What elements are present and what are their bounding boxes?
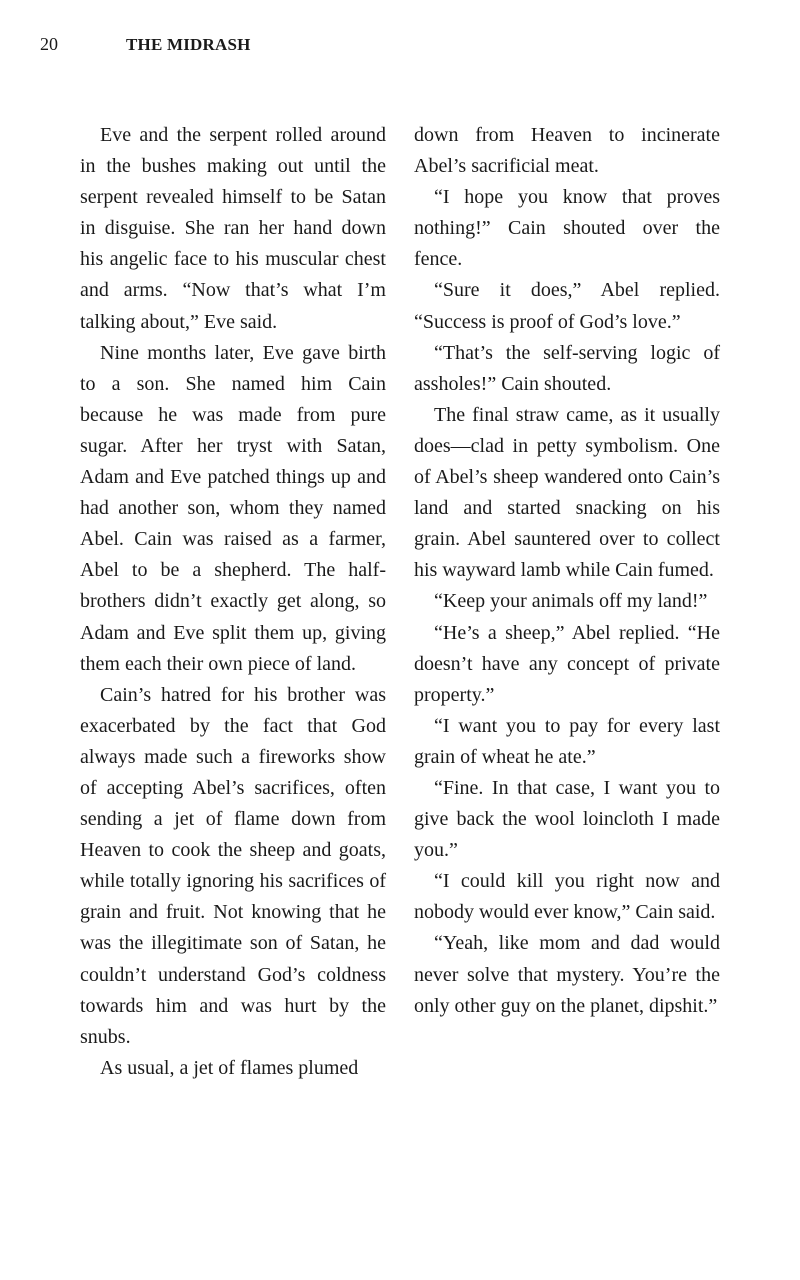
running-header <box>40 34 251 58</box>
paragraph: “I want you to pay for every last grain of wheat he ate.” <box>414 714 720 768</box>
paragraph: “Keep your animals off my land!” <box>434 590 708 613</box>
paragraph: “I hope you know that proves nothing!” Cain shouted over the fence. <box>414 186 720 271</box>
paragraph: Nine months later, Eve gave birth to a son. She named him Cain because he was made from pure sugar. After her tryst with Satan, Adam and Eve patched things up and had another son, whom they named Abel. Cain was raised as a farmer, Abel to be a shepherd. The half-brothers didn’t exactly get along, so Adam and Eve split them up, giving them each their own piece of land. <box>80 341 386 675</box>
right-column <box>414 120 720 1022</box>
paragraph: As usual, a jet of flames plumed <box>100 1056 359 1079</box>
paragraph: “I could kill you right now and nobody would ever know,” Cain said. <box>414 870 720 924</box>
paragraph: Eve and the serpent rolled around in the bushes making out until the serpent revealed himself to be Satan in disguise. She ran her hand down his angelic face to his muscular chest and arms. “Now that’s what I’m talking about,” Eve said. <box>80 124 386 333</box>
paragraph-continuation: down from Heaven to incinerate Abel’s sacrificial meat. <box>414 124 720 178</box>
paragraph: Cain’s hatred for his brother was exacerbated by the fact that God always made such a fireworks show of accepting Abel’s sacrifices, often sending a jet of flame down from Heaven to cook the sheep and goats, while totally ignoring his sacrifices of grain and fruit. Not knowing that he was the illegitimate son of Satan, he couldn’t understand God’s coldness towards him and was hurt by the snubs. <box>80 683 386 1048</box>
page-number: 20 <box>40 34 58 54</box>
paragraph: The final straw came, as it usually does—clad in petty symbolism. One of Abel’s sheep wandered onto Cain’s land and started snacking on his grain. Abel sauntered over to collect his wayward lamb while Cain fumed. <box>414 403 720 582</box>
paragraph: “He’s a sheep,” Abel replied. “He doesn’t have any concept of private property.” <box>414 621 720 706</box>
paragraph: “That’s the self-serving logic of assholes!” Cain shouted. <box>414 341 720 395</box>
left-column <box>80 120 386 1084</box>
paragraph: “Sure it does,” Abel replied. “Success is proof of God’s love.” <box>414 279 720 333</box>
paragraph: “Fine. In that case, I want you to give back the wool loincloth I made you.” <box>414 776 720 862</box>
paragraph: “Yeah, like mom and dad would never solve that mystery. You’re the only other guy on the planet, dipshit.” <box>414 932 720 1017</box>
book-title: THE MIDRASH <box>126 35 251 54</box>
